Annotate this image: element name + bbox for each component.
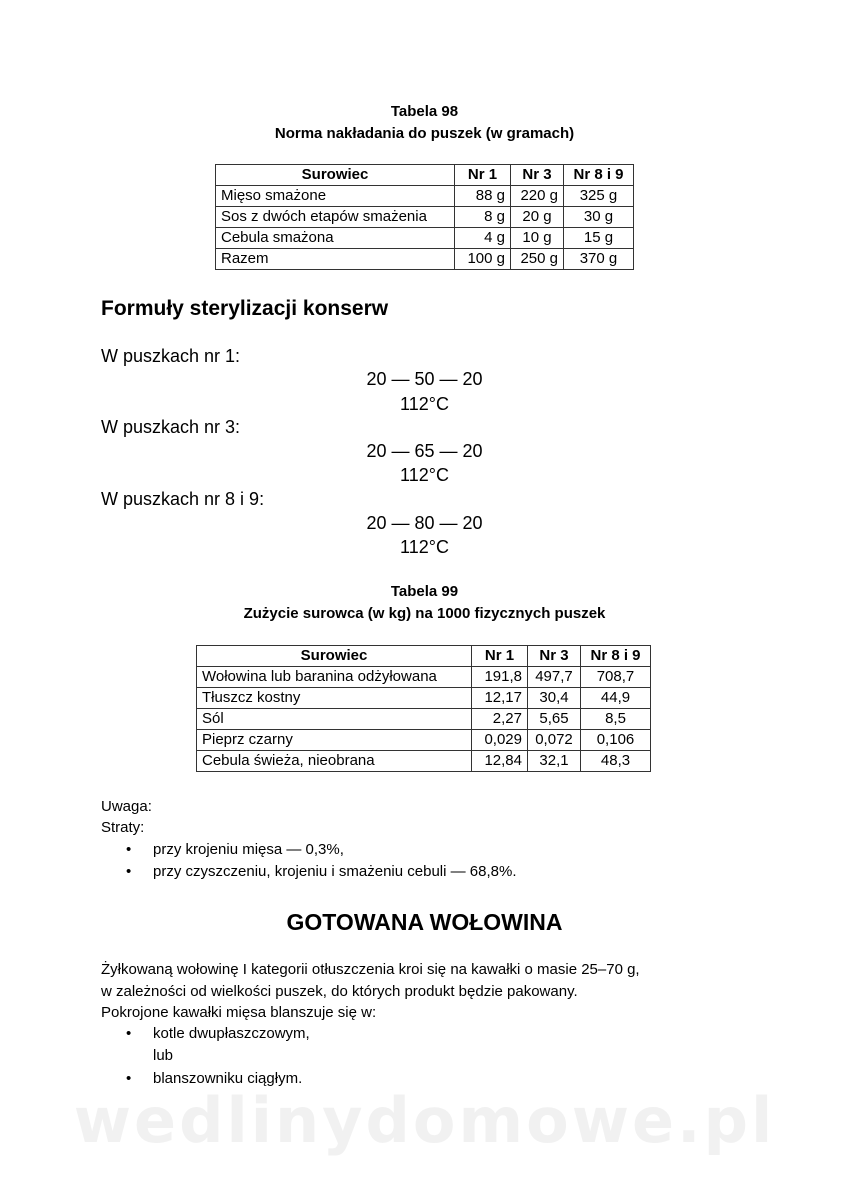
- table-header-row: [216, 165, 634, 186]
- table-cell: Pieprz czarny: [197, 730, 472, 751]
- table-cell: 10 g: [511, 228, 564, 249]
- table-cell: 44,9: [581, 688, 651, 709]
- list-item: przy czyszczeniu, krojeniu i smażeniu cebuli — 68,8%.: [153, 863, 517, 880]
- table-row: [216, 228, 634, 249]
- table-cell: Cebula świeża, nieobrana: [197, 751, 472, 772]
- bullet-dot-icon: •: [126, 1070, 132, 1087]
- table-cell: 497,7: [528, 667, 581, 688]
- watermark: wedlinydomowe.pl: [73, 1084, 776, 1157]
- table-cell: 220 g: [511, 186, 564, 207]
- table-cell: Wołowina lub baranina odżyłowana: [197, 667, 472, 688]
- column-header: Nr 3: [511, 165, 564, 186]
- table-row: [216, 186, 634, 207]
- note-label: Uwaga:: [101, 798, 152, 815]
- table-cell: 32,1: [528, 751, 581, 772]
- column-header: Nr 1: [472, 646, 528, 667]
- page-title: GOTOWANA WOŁOWINA: [286, 909, 563, 935]
- column-header: Surowiec: [216, 165, 455, 186]
- table-row: [197, 667, 651, 688]
- table-cell: Sól: [197, 709, 472, 730]
- table-row: [197, 709, 651, 730]
- formula-temperature: 112°C: [400, 394, 449, 414]
- column-header: Nr 3: [528, 646, 581, 667]
- table-cell: 100 g: [455, 249, 511, 270]
- table-cell: 370 g: [564, 249, 634, 270]
- table-cell: 191,8: [472, 667, 528, 688]
- column-header: Nr 1: [455, 165, 511, 186]
- table-cell: 20 g: [511, 207, 564, 228]
- bullet-dot-icon: •: [126, 863, 132, 880]
- column-header: Nr 8 i 9: [564, 165, 634, 186]
- table-cell: 250 g: [511, 249, 564, 270]
- formula-temperature: 112°C: [400, 465, 449, 485]
- table-cell: 30,4: [528, 688, 581, 709]
- bullet-dot-icon: •: [126, 841, 132, 858]
- formula-label: W puszkach nr 3:: [101, 417, 241, 437]
- table-cell: Cebula smażona: [216, 228, 455, 249]
- formula-label: W puszkach nr 8 i 9:: [101, 489, 265, 509]
- table-cell: Sos z dwóch etapów smażenia: [216, 207, 455, 228]
- table-row: [197, 688, 651, 709]
- list-connector: lub: [153, 1047, 174, 1064]
- table-cell: 0,106: [581, 730, 651, 751]
- formula-sequence: 20 — 80 — 20: [366, 513, 483, 533]
- table98-title: Tabela 98: [390, 103, 459, 120]
- column-header: Surowiec: [197, 646, 472, 667]
- table-cell: 12,84: [472, 751, 528, 772]
- formula-sequence: 20 — 50 — 20: [366, 369, 483, 389]
- table-cell: 708,7: [581, 667, 651, 688]
- formula-label: W puszkach nr 1:: [101, 346, 241, 366]
- bullet-dot-icon: •: [126, 1025, 132, 1042]
- table-cell: Tłuszcz kostny: [197, 688, 472, 709]
- table-cell: 325 g: [564, 186, 634, 207]
- table-row: [197, 751, 651, 772]
- table-cell: 5,65: [528, 709, 581, 730]
- table-cell: 30 g: [564, 207, 634, 228]
- table-cell: Mięso smażone: [216, 186, 455, 207]
- losses-label: Straty:: [101, 819, 145, 836]
- formula-sequence: 20 — 65 — 20: [366, 441, 483, 461]
- table-cell: 48,3: [581, 751, 651, 772]
- list-item: blanszowniku ciągłym.: [153, 1070, 303, 1087]
- table-cell: 88 g: [455, 186, 511, 207]
- table-cell: 8 g: [455, 207, 511, 228]
- paragraph-line: w zależności od wielkości puszek, do których produkt będzie pakowany.: [101, 983, 578, 1000]
- list-item: przy krojeniu mięsa — 0,3%,: [153, 841, 344, 858]
- paragraph-line: Żyłkowaną wołowinę I kategorii otłuszczenia kroi się na kawałki o masie 25–70 g,: [101, 961, 640, 978]
- table98: [215, 164, 634, 270]
- table-cell: Razem: [216, 249, 455, 270]
- table-cell: 8,5: [581, 709, 651, 730]
- table98-subtitle: Norma nakładania do puszek (w gramach): [274, 125, 575, 142]
- formula-temperature: 112°C: [400, 537, 449, 557]
- table-cell: 0,072: [528, 730, 581, 751]
- paragraph-line: Pokrojone kawałki mięsa blanszuje się w:: [101, 1004, 377, 1021]
- table-cell: 0,029: [472, 730, 528, 751]
- table-row: [216, 249, 634, 270]
- table-header-row: [197, 646, 651, 667]
- table99-subtitle: Zużycie surowca (w kg) na 1000 fizycznych puszek: [243, 605, 606, 622]
- table-row: [197, 730, 651, 751]
- table-row: [216, 207, 634, 228]
- table99-title: Tabela 99: [390, 583, 459, 600]
- table-cell: 12,17: [472, 688, 528, 709]
- table-cell: 4 g: [455, 228, 511, 249]
- column-header: Nr 8 i 9: [581, 646, 651, 667]
- table-cell: 2,27: [472, 709, 528, 730]
- list-item: kotle dwupłaszczowym,: [153, 1025, 310, 1042]
- section-heading: Formuły sterylizacji konserw: [101, 297, 389, 320]
- table-cell: 15 g: [564, 228, 634, 249]
- table99: [196, 645, 651, 772]
